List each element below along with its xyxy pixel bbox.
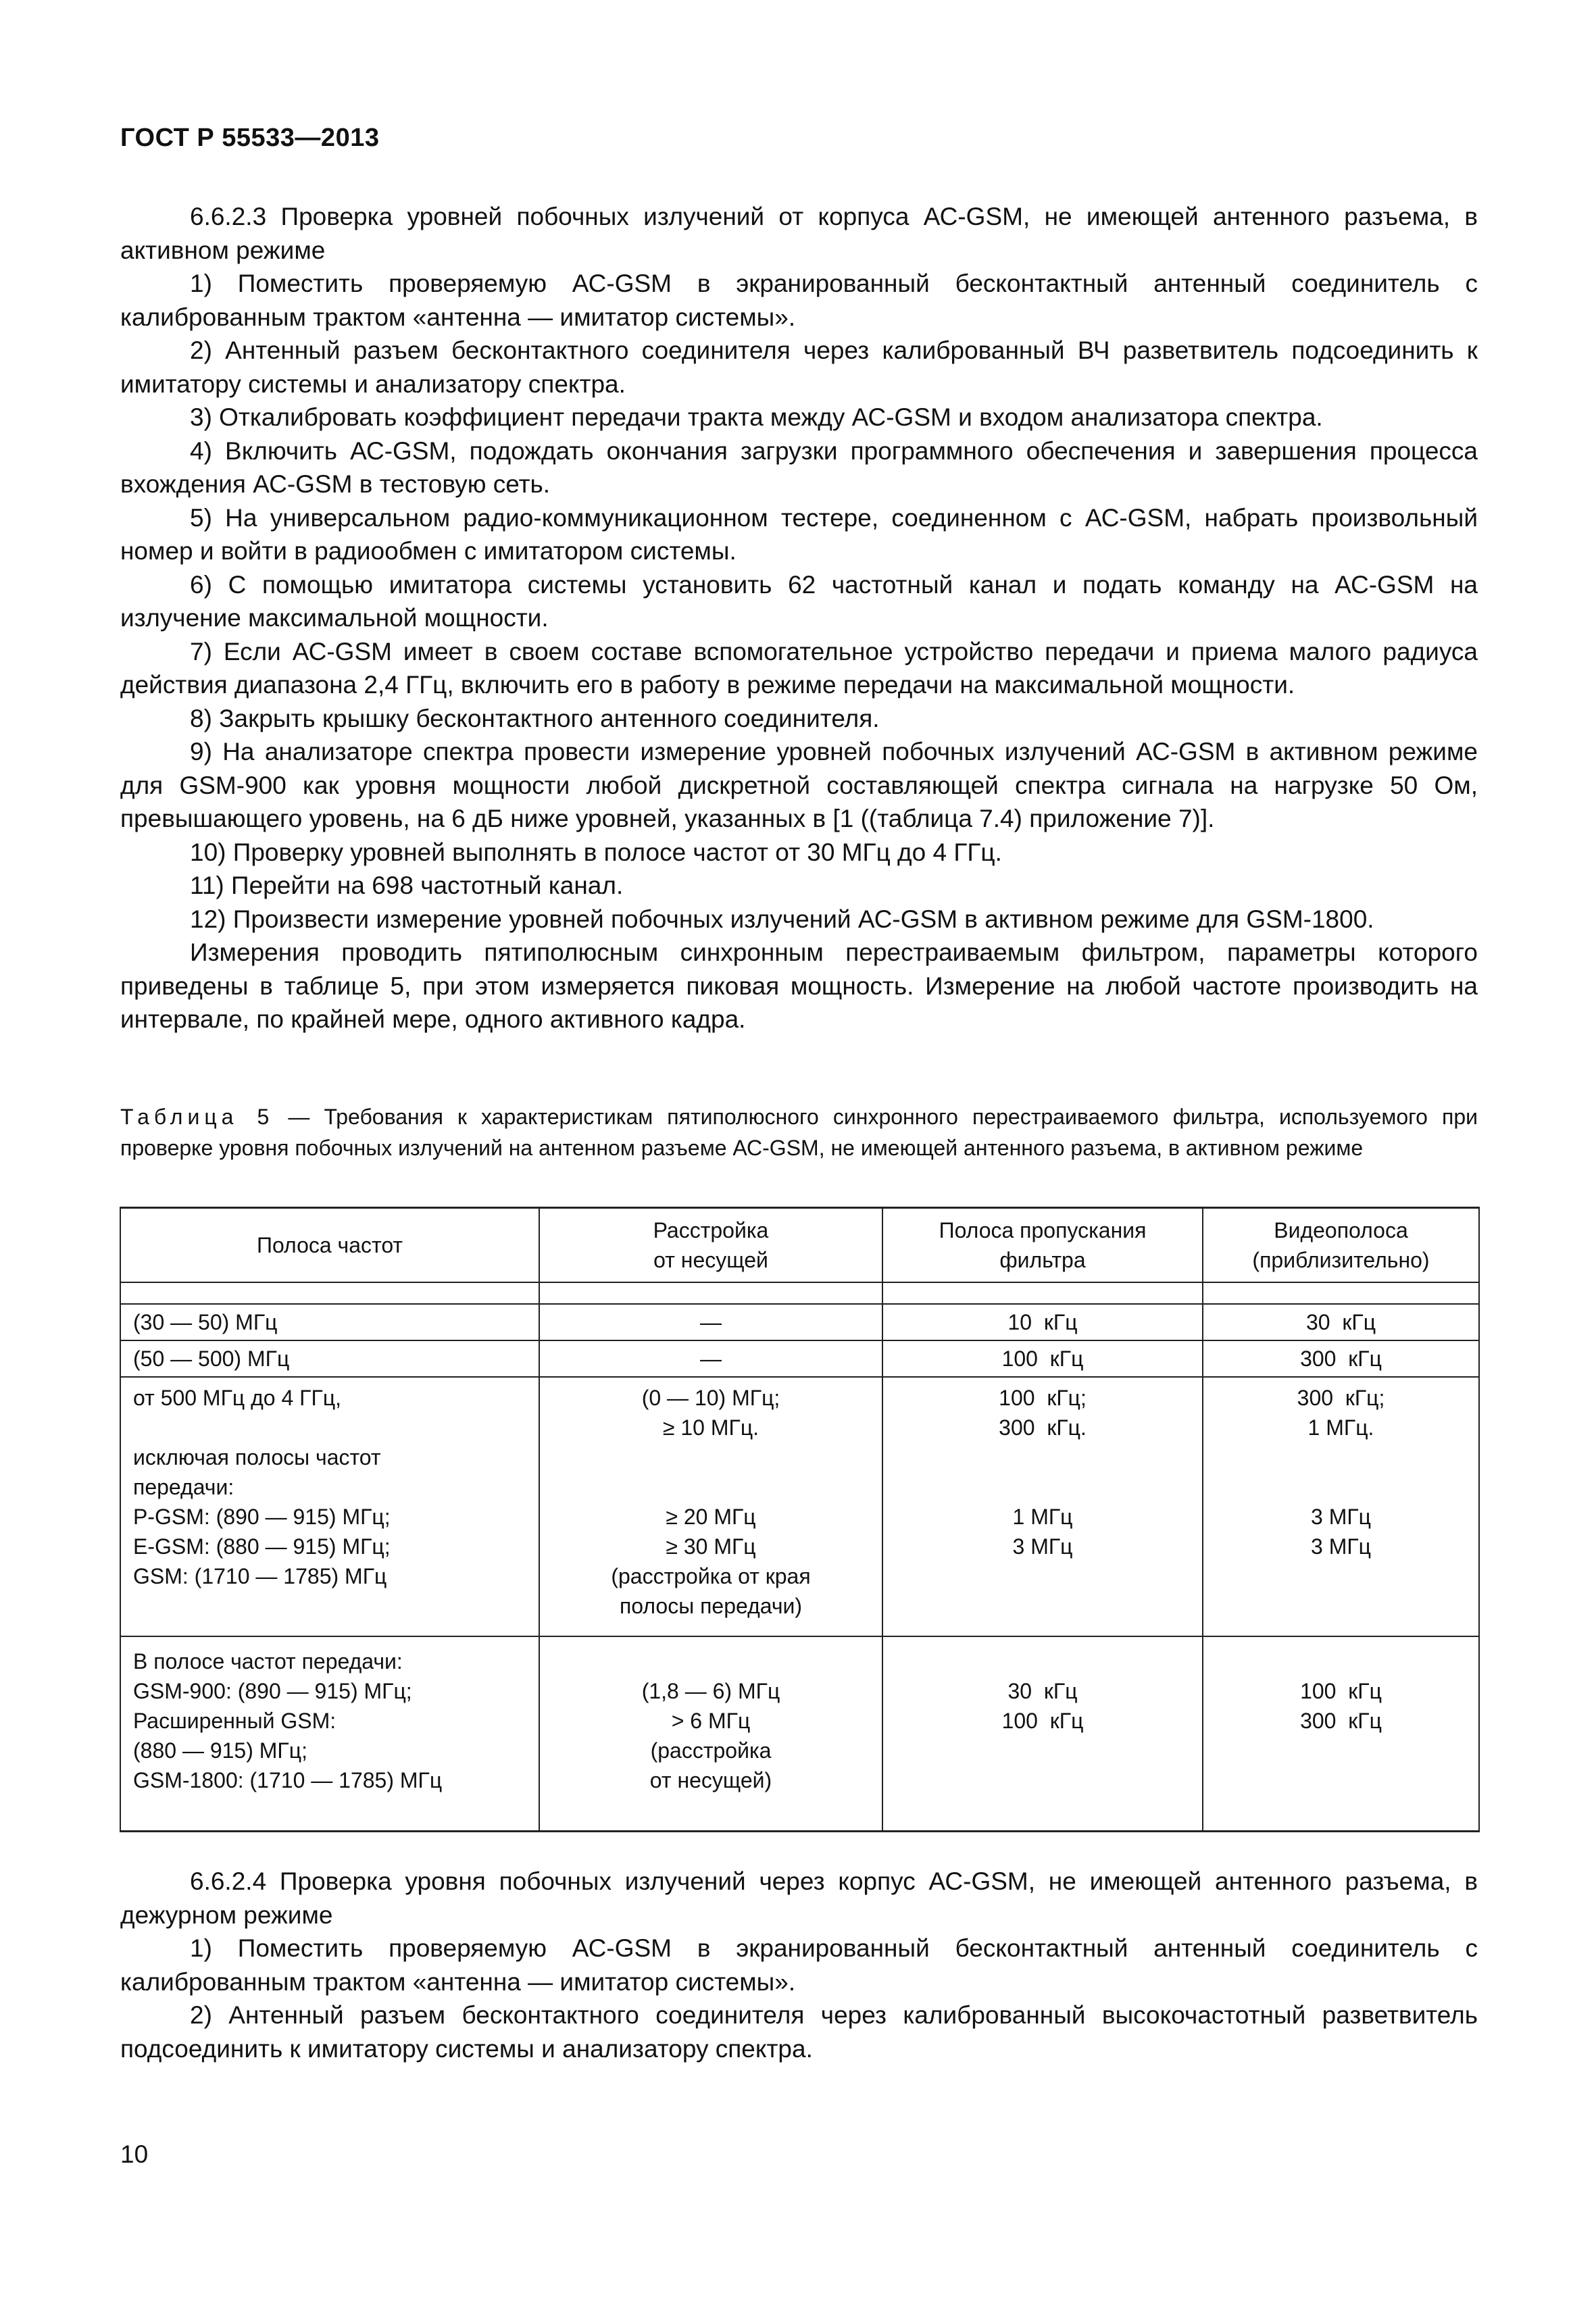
cell-video-bandwidth: 300 кГц; 1 МГц. 3 МГц 3 МГц [1203, 1377, 1479, 1636]
table-caption-label: Таблица 5 [120, 1105, 274, 1129]
step-6: 6) С помощью имитатора системы установить 62 частотный канал и подать команду на АС-GSM на излучение максимальной мощности. [120, 570, 1478, 632]
step-4: 4) Включить АС-GSM, подождать окончания загрузки программного обеспечения и завершения процесса вхождения АС-GSM в тестовую сеть. [120, 436, 1478, 498]
step-2: 2) Антенный разъем бесконтактного соединителя через калиброванный ВЧ разветвитель подсоединить к имитатору системы и анализатору спектра. [120, 336, 1478, 398]
section-6-6-2-4 [120, 1865, 1478, 2065]
document-header: ГОСТ Р 55533—2013 [120, 124, 380, 152]
cell-frequency-band: (30 — 50) МГц [120, 1304, 539, 1340]
cell-filter-bandwidth: 100 кГц; 300 кГц. 1 МГц 3 МГц [882, 1377, 1203, 1636]
cell-video-bandwidth: 30 кГц [1203, 1304, 1479, 1340]
step-10: 10) Проверку уровней выполнять в полосе частот от 30 МГц до 4 ГГц. [190, 838, 1002, 866]
step-8: 8) Закрыть крышку бесконтактного антенного соединителя. [190, 704, 880, 732]
cell-video-bandwidth: 300 кГц [1203, 1340, 1479, 1377]
table-row [120, 1636, 1479, 1832]
cell-video-bandwidth: 100 кГц 300 кГц [1203, 1636, 1479, 1832]
step-9: 9) На анализаторе спектра провести измерение уровней побочных излучений АС-GSM в активном режиме для GSM-900 как уровня мощности любой дискретной составляющей спектра сигнала на нагрузке 50 Ом, превышающего уровень, на 6 дБ ниже уровней, указанных в [1 ((таблица 7.4) приложение 7)]. [120, 738, 1478, 832]
table-row [120, 1304, 1479, 1340]
cell-carrier-offset: (0 — 10) МГц; ≥ 10 МГц. ≥ 20 МГц ≥ 30 МГц (расстройка от края полосы передачи) [539, 1377, 882, 1636]
table-caption-text: — Требования к характеристикам пятиполюсного синхронного перестраиваемого фильтра, используемого при проверке уровня побочных излучений на антенном разъеме АС-GSM, не имеющей антенного разъема, в активном режиме [120, 1105, 1478, 1160]
step-1: 1) Поместить проверяемую АС-GSM в экранированный бесконтактный антенный соединитель с калиброванным трактом «антенна — имитатор системы». [120, 270, 1478, 331]
step-12: 12) Произвести измерение уровней побочных излучений АС-GSM в активном режиме для GSM-1800. [190, 905, 1374, 933]
section-6-6-2-3 [120, 200, 1478, 1036]
table-row [120, 1340, 1479, 1377]
step-1: 1) Поместить проверяемую АС-GSM в экранированный бесконтактный антенный соединитель с калиброванным трактом «антенна — имитатор системы». [120, 1934, 1478, 1996]
table-header-spacer [120, 1282, 1479, 1304]
table-row [120, 1377, 1479, 1636]
step-2: 2) Антенный разъем бесконтактного соединителя через калиброванный высокочастотный разветвитель подсоединить к имитатору системы и анализатору спектра. [120, 2001, 1478, 2063]
header-filter-bandwidth: Полоса пропускания фильтра [882, 1208, 1203, 1283]
page-number: 10 [120, 2140, 149, 2168]
cell-frequency-band: (50 — 500) МГц [120, 1340, 539, 1377]
cell-carrier-offset: (1,8 — 6) МГц > 6 МГц (расстройка от несущей) [539, 1636, 882, 1832]
cell-filter-bandwidth: 100 кГц [882, 1340, 1203, 1377]
cell-filter-bandwidth: 30 кГц 100 кГц [882, 1636, 1203, 1832]
step-7: 7) Если АС-GSM имеет в своем составе вспомогательное устройство передачи и приема малого радиуса действия диапазона 2,4 ГГц, включить его в работу в режиме передачи на максимальной мощности. [120, 637, 1478, 699]
step-3: 3) Откалибровать коэффициент передачи тракта между АС-GSM и входом анализатора спектра. [190, 403, 1323, 431]
filter-requirements-table [120, 1207, 1480, 1832]
step-11: 11) Перейти на 698 частотный канал. [190, 872, 624, 899]
measurement-note: Измерения проводить пятиполюсным синхронным перестраиваемым фильтром, параметры которого приведены в таблице 5, при этом измеряется пиковая мощность. Измерение на любой частоте производить на интервале, по крайней мере, одного активного кадра. [120, 938, 1478, 1033]
table-caption [120, 1101, 1478, 1163]
cell-frequency-band: В полосе частот передачи: GSM-900: (890 — 915) МГц; Расширенный GSM: (880 — 915) МГц; GSM-1800: (1710 — 1785) МГц [120, 1636, 539, 1832]
section-heading: 6.6.2.4 Проверка уровня побочных излучений через корпус АС-GSM, не имеющей антенного разъема, в дежурном режиме [120, 1867, 1478, 1929]
header-frequency-band: Полоса частот [120, 1208, 539, 1283]
section-heading: 6.6.2.3 Проверка уровней побочных излучений от корпуса АС-GSM, не имеющей антенного разъема, в активном режиме [120, 203, 1478, 264]
header-video-bandwidth: Видеополоса (приблизительно) [1203, 1208, 1479, 1283]
cell-filter-bandwidth: 10 кГц [882, 1304, 1203, 1340]
step-5: 5) На универсальном радио-коммуникационном тестере, соединенном с АС-GSM, набрать произвольный номер и войти в радиообмен с имитатором системы. [120, 503, 1478, 565]
cell-carrier-offset: — [539, 1304, 882, 1340]
header-carrier-offset: Расстройка от несущей [539, 1208, 882, 1283]
cell-carrier-offset: — [539, 1340, 882, 1377]
cell-frequency-band: от 500 МГц до 4 ГГц, исключая полосы частот передачи: P-GSM: (890 — 915) МГц; E-GSM: (880 — 915) МГц; GSM: (1710 — 1785) МГц [120, 1377, 539, 1636]
table-header-row [120, 1208, 1479, 1283]
